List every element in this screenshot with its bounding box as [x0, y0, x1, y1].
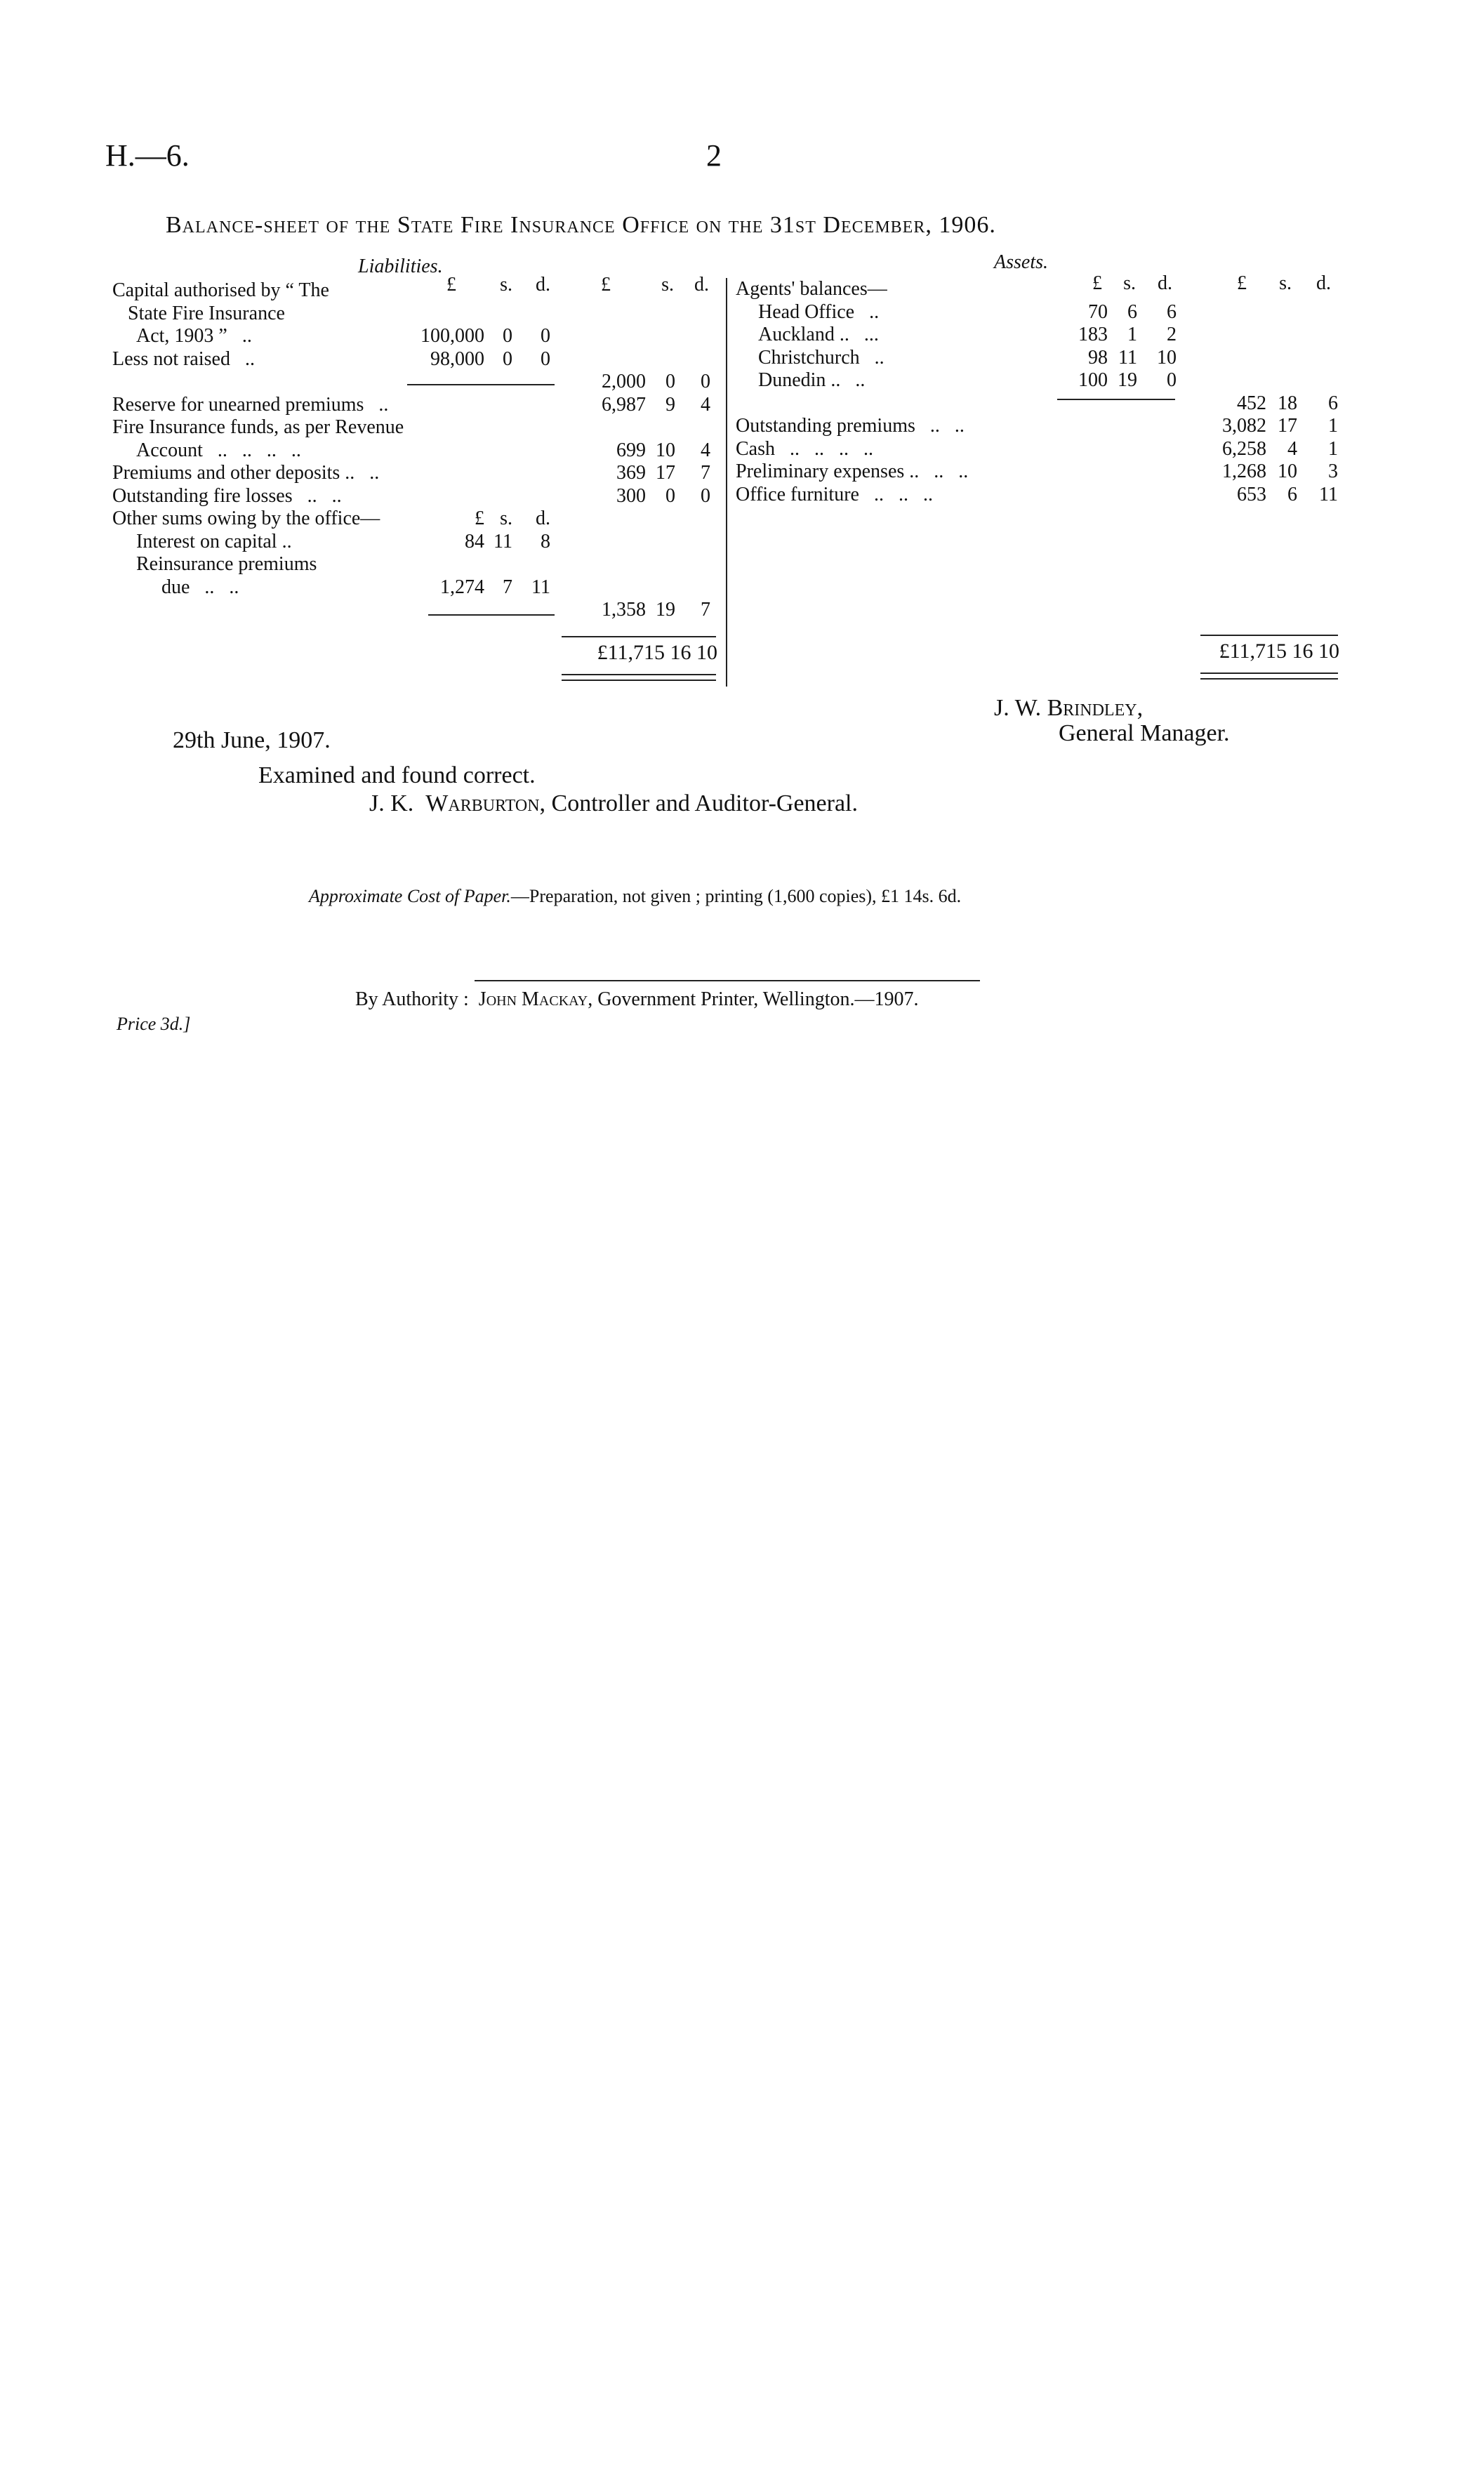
assets-row-outer-pence — [1299, 369, 1338, 392]
assets-inner-pence-header: d. — [1158, 272, 1172, 294]
liabilities-heading: Liabilities. — [358, 256, 443, 277]
agents-subtotal-rule — [1057, 399, 1175, 400]
liabilities-row-outer-pence — [678, 553, 710, 576]
liabilities-row-inner-pounds — [393, 394, 484, 416]
liabilities-row-inner-shillings — [487, 485, 512, 508]
liabilities-row-outer-pounds — [559, 508, 646, 530]
assets-row-inner-pence — [1141, 438, 1177, 461]
liabilities-row-label: Interest on capital .. — [136, 530, 292, 552]
liabilities-row-outer-shillings: 9 — [665, 393, 675, 416]
liabilities-row-inner-shillings — [487, 303, 512, 325]
liabilities-row-label: due .. .. — [161, 576, 239, 598]
liabilities-row-label: Outstanding fire losses .. .. — [112, 484, 342, 507]
assets-row-outer-shillings: 4 — [1287, 437, 1297, 460]
price-note: Price 3d.] — [117, 1014, 191, 1034]
assets-row-outer-shillings — [1268, 369, 1297, 392]
liabilities-row-inner-pounds — [393, 553, 484, 576]
liabilities-row-outer-pounds — [559, 279, 646, 302]
liabilities-row-outer-pence: 7 — [701, 599, 710, 621]
assets-row-inner-shillings — [1109, 484, 1137, 506]
assets-row-inner-pence — [1141, 392, 1177, 415]
liabilities-row-outer-shillings: 17 — [656, 462, 675, 484]
liabilities-outer-pound-header: £ — [601, 274, 611, 296]
auditor-name: Warburton, — [425, 790, 546, 816]
liabilities-row-outer-shillings — [649, 508, 675, 530]
assets-row-outer-pounds: 452 — [1237, 392, 1266, 414]
assets-row-inner-shillings — [1109, 415, 1137, 437]
assets-double-rule-1 — [1200, 673, 1338, 674]
assets-row-label: Dunedin .. .. — [758, 369, 866, 391]
assets-row-inner-pounds: 70 — [1088, 300, 1108, 323]
assets-row-outer-pence — [1299, 347, 1338, 369]
assets-row-outer-pounds — [1193, 369, 1266, 392]
assets-row-outer-pounds: 6,258 — [1222, 437, 1266, 460]
liabilities-row-outer-shillings — [649, 325, 675, 347]
liabilities-row-inner-pence — [519, 279, 550, 302]
assets-outer-pence-header: d. — [1316, 272, 1331, 294]
liabilities-row-inner-pounds — [393, 416, 484, 439]
liabilities-total-rule — [562, 636, 716, 637]
liabilities-row-label: State Fire Insurance — [128, 302, 285, 324]
liabilities-inner-pence-header: d. — [536, 274, 550, 296]
document-reference: H.—6. — [105, 138, 190, 173]
assets-row-outer-shillings — [1268, 324, 1297, 346]
signature-date: 29th June, 1907. — [173, 727, 331, 753]
auditor-signature — [369, 790, 858, 817]
liabilities-row-label: Other sums owing by the office— — [112, 508, 380, 529]
assets-row-inner-pence: 2 — [1167, 324, 1177, 345]
liabilities-row-inner-pence — [519, 553, 550, 576]
liabilities-row-inner-pounds — [393, 279, 484, 302]
liabilities-row-inner-shillings: s. — [500, 508, 512, 529]
liabilities-row-inner-pence — [519, 462, 550, 484]
liabilities-row-outer-pence — [678, 576, 710, 599]
assets-total-rule — [1200, 635, 1338, 636]
liabilities-row-inner-pounds — [393, 462, 484, 484]
liabilities-row-inner-pounds: 98,000 — [430, 347, 484, 370]
liabilities-row-inner-shillings: 0 — [503, 325, 512, 347]
liabilities-row-outer-shillings — [649, 553, 675, 576]
assets-row-outer-pence: 3 — [1328, 461, 1338, 482]
liabilities-double-rule-1 — [562, 674, 716, 675]
liabilities-row-inner-shillings — [487, 416, 512, 439]
assets-row-label: Cash .. .. .. .. — [736, 437, 873, 460]
assets-row-inner-pence: 6 — [1167, 300, 1177, 323]
liabilities-row-inner-pence: d. — [536, 508, 550, 529]
liabilities-row-outer-pence — [678, 279, 710, 302]
liabilities-row-outer-shillings — [649, 576, 675, 599]
assets-row-inner-shillings: 1 — [1127, 324, 1137, 345]
assets-inner-pound-header: £ — [1092, 272, 1102, 294]
liabilities-row-outer-pounds — [559, 416, 646, 439]
liabilities-row-outer-pence: 7 — [701, 462, 710, 484]
assets-double-rule-2 — [1200, 678, 1338, 680]
assets-row-outer-pence: 1 — [1328, 415, 1338, 437]
liabilities-row-outer-pounds: 300 — [616, 484, 646, 507]
liabilities-inner-shillings-header: s. — [500, 274, 512, 296]
liabilities-row-inner-shillings — [487, 439, 512, 462]
liabilities-row-label: Act, 1903 ” .. — [136, 325, 252, 347]
liabilities-row-outer-pence — [678, 531, 710, 553]
liabilities-row-outer-pence — [678, 348, 710, 371]
liabilities-row-outer-pounds: 2,000 — [602, 371, 646, 392]
assets-row-inner-shillings — [1109, 278, 1137, 300]
liabilities-row-outer-pounds: 699 — [616, 439, 646, 461]
assets-row-label: Preliminary expenses .. .. .. — [736, 461, 969, 482]
liabilities-row-inner-pounds: 100,000 — [420, 325, 484, 347]
assets-row-outer-pounds: 653 — [1237, 483, 1266, 505]
assets-total: £11,715 16 10 — [1219, 640, 1339, 663]
assets-row-outer-shillings — [1268, 278, 1297, 300]
liabilities-row-outer-pounds — [559, 531, 646, 553]
assets-row-inner-pounds — [1046, 438, 1108, 461]
liabilities-row-outer-pounds — [559, 576, 646, 599]
document-title: Balance-sheet of the State Fire Insurance Office on the 31st December, 1906. — [166, 212, 996, 238]
liabilities-row-inner-pence — [519, 439, 550, 462]
liabilities-row-inner-shillings: 0 — [503, 347, 512, 370]
examined-statement: Examined and found correct. — [258, 762, 536, 788]
assets-row-outer-shillings: 18 — [1278, 392, 1297, 414]
liabilities-row-inner-shillings — [487, 462, 512, 484]
liabilities-row-outer-shillings — [649, 416, 675, 439]
assets-row-outer-shillings: 6 — [1287, 483, 1297, 505]
assets-row-outer-pounds — [1193, 301, 1266, 324]
assets-row-label: Christchurch .. — [758, 346, 885, 369]
other-sums-subtotal-rule — [428, 614, 555, 616]
assets-row-outer-pence: 6 — [1328, 392, 1338, 414]
printer-name: John Mackay, — [478, 988, 593, 1010]
assets-row-label: Auckland .. ... — [758, 324, 879, 345]
assets-row-outer-pounds — [1193, 278, 1266, 300]
assets-row-outer-pence — [1299, 278, 1338, 300]
liabilities-row-inner-pence: 8 — [541, 530, 550, 552]
printer-suffix: Government Printer, Wellington.—1907. — [597, 988, 919, 1010]
liabilities-total: £11,715 16 10 — [597, 641, 717, 664]
assets-row-inner-shillings: 6 — [1127, 300, 1137, 323]
liabilities-row-outer-pounds — [559, 553, 646, 576]
liabilities-row-inner-shillings — [487, 394, 512, 416]
assets-row-inner-pounds: 98 — [1088, 346, 1108, 369]
liabilities-row-inner-shillings — [487, 553, 512, 576]
liabilities-row-outer-pence — [678, 303, 710, 325]
liabilities-row-outer-pence — [678, 508, 710, 530]
assets-row-outer-pounds — [1193, 347, 1266, 369]
assets-row-inner-pounds — [1046, 392, 1108, 415]
manager-name: J. W. Brindley, — [994, 695, 1144, 721]
liabilities-row-inner-pence: 11 — [531, 576, 550, 598]
liabilities-row-inner-shillings: 11 — [493, 530, 512, 552]
assets-row-inner-pence — [1141, 484, 1177, 506]
assets-row-label: Office furniture .. .. .. — [736, 483, 933, 505]
liabilities-row-outer-pence: 0 — [701, 484, 710, 507]
cost-text: —Preparation, not given ; printing (1,600 copies), £1 14s. 6d. — [510, 886, 962, 906]
assets-row-inner-shillings — [1109, 438, 1137, 461]
liabilities-row-outer-pounds — [559, 325, 646, 347]
liabilities-row-outer-pounds: 369 — [616, 462, 646, 484]
liabilities-row-inner-shillings — [487, 599, 512, 621]
assets-row-inner-shillings — [1109, 461, 1137, 483]
liabilities-row-outer-shillings: 0 — [665, 484, 675, 507]
liabilities-row-inner-pence — [519, 303, 550, 325]
liabilities-outer-pence-header: d. — [694, 274, 709, 296]
assets-row-outer-shillings: 10 — [1278, 461, 1297, 482]
assets-row-inner-pence: 10 — [1157, 346, 1177, 369]
cost-of-paper-note — [309, 886, 961, 907]
liabilities-row-inner-pence: 0 — [541, 325, 550, 347]
manager-title: General Manager. — [1059, 720, 1230, 746]
liabilities-row-inner-shillings — [487, 371, 512, 393]
assets-row-outer-pence: 11 — [1319, 483, 1338, 505]
liabilities-row-outer-shillings: 0 — [665, 371, 675, 392]
assets-row-outer-pence — [1299, 324, 1338, 346]
liabilities-row-outer-pence: 4 — [701, 439, 710, 461]
liabilities-row-outer-pounds: 1,358 — [602, 599, 646, 621]
liabilities-row-label: Capital authorised by “ The — [112, 279, 329, 301]
assets-row-inner-pounds — [1046, 461, 1108, 483]
liabilities-row-outer-shillings: 10 — [656, 439, 675, 461]
column-divider — [726, 278, 727, 687]
liabilities-row-outer-shillings — [649, 303, 675, 325]
liabilities-row-inner-pounds — [393, 599, 484, 621]
auditor-initials: J. K. — [369, 790, 414, 816]
liabilities-row-outer-pence — [678, 325, 710, 347]
assets-row-outer-pence: 1 — [1328, 437, 1338, 460]
liabilities-row-inner-pounds — [393, 439, 484, 462]
assets-outer-pound-header: £ — [1237, 272, 1247, 294]
liabilities-row-outer-pounds — [559, 348, 646, 371]
liabilities-row-inner-pence — [519, 485, 550, 508]
assets-row-inner-pounds: 183 — [1078, 324, 1108, 345]
assets-outer-shillings-header: s. — [1279, 272, 1292, 294]
liabilities-outer-shillings-header: s. — [661, 274, 674, 296]
liabilities-row-inner-pence — [519, 599, 550, 621]
capital-subtotal-rule — [407, 384, 555, 385]
assets-heading: Assets. — [994, 251, 1048, 273]
liabilities-row-inner-pounds — [393, 371, 484, 393]
liabilities-row-inner-pounds: 84 — [465, 530, 484, 552]
liabilities-row-inner-pounds: £ — [475, 508, 484, 529]
liabilities-row-label: Reserve for unearned premiums .. — [112, 393, 389, 416]
assets-row-inner-pence — [1141, 461, 1177, 483]
assets-row-inner-pounds: 100 — [1078, 369, 1108, 391]
assets-row-label: Head Office .. — [758, 300, 880, 323]
liabilities-row-label: Fire Insurance funds, as per Revenue — [112, 416, 404, 438]
assets-row-outer-pence — [1299, 301, 1338, 324]
liabilities-row-outer-shillings — [649, 348, 675, 371]
footer-rule — [475, 980, 980, 981]
liabilities-row-outer-pence: 0 — [701, 371, 710, 392]
liabilities-row-label: Premiums and other deposits .. .. — [112, 462, 380, 484]
assets-row-inner-pence — [1141, 415, 1177, 437]
authority-prefix: By Authority : — [355, 988, 469, 1010]
assets-row-outer-shillings — [1268, 347, 1297, 369]
liabilities-row-outer-shillings: 19 — [656, 599, 675, 621]
liabilities-inner-pound-header: £ — [446, 274, 456, 296]
auditor-title: Controller and Auditor-General. — [551, 790, 859, 816]
liabilities-row-outer-pounds: 6,987 — [602, 393, 646, 416]
assets-row-outer-pounds: 1,268 — [1222, 461, 1266, 482]
liabilities-row-outer-pence — [678, 416, 710, 439]
assets-row-inner-shillings — [1109, 392, 1137, 415]
assets-row-inner-pence: 0 — [1167, 369, 1177, 391]
assets-row-outer-pounds: 3,082 — [1222, 415, 1266, 437]
liabilities-row-inner-pounds — [393, 485, 484, 508]
liabilities-row-inner-pence — [519, 416, 550, 439]
page-number: 2 — [706, 138, 722, 173]
assets-row-outer-shillings: 17 — [1278, 415, 1297, 437]
assets-row-label: Agents' balances— — [736, 278, 887, 300]
liabilities-row-inner-pounds — [393, 303, 484, 325]
liabilities-row-label: Account .. .. .. .. — [136, 439, 301, 461]
liabilities-row-outer-pence: 4 — [701, 393, 710, 416]
liabilities-row-inner-pounds: 1,274 — [440, 576, 484, 598]
assets-inner-shillings-header: s. — [1123, 272, 1136, 294]
liabilities-row-outer-pounds — [559, 303, 646, 325]
assets-row-outer-pounds — [1193, 324, 1266, 346]
cost-label: Approximate Cost of Paper. — [309, 886, 511, 906]
assets-row-label: Outstanding premiums .. .. — [736, 415, 965, 437]
liabilities-row-inner-pence — [519, 394, 550, 416]
assets-row-inner-pounds — [1046, 484, 1108, 506]
authority-line — [355, 988, 918, 1011]
liabilities-row-label: Less not raised .. — [112, 347, 255, 370]
liabilities-row-label: Reinsurance premiums — [136, 553, 317, 575]
liabilities-row-inner-pence: 0 — [541, 347, 550, 370]
assets-row-inner-pounds — [1046, 415, 1108, 437]
assets-row-inner-pence — [1141, 278, 1177, 300]
liabilities-row-outer-shillings — [649, 279, 675, 302]
liabilities-row-outer-shillings — [649, 531, 675, 553]
liabilities-double-rule-2 — [562, 680, 716, 681]
liabilities-row-inner-shillings: 7 — [503, 576, 512, 598]
assets-row-inner-pounds — [1046, 278, 1108, 300]
assets-row-outer-shillings — [1268, 301, 1297, 324]
liabilities-row-inner-pence — [519, 371, 550, 393]
assets-row-inner-shillings: 19 — [1118, 369, 1137, 391]
assets-row-inner-shillings: 11 — [1118, 346, 1137, 369]
liabilities-row-inner-shillings — [487, 279, 512, 302]
